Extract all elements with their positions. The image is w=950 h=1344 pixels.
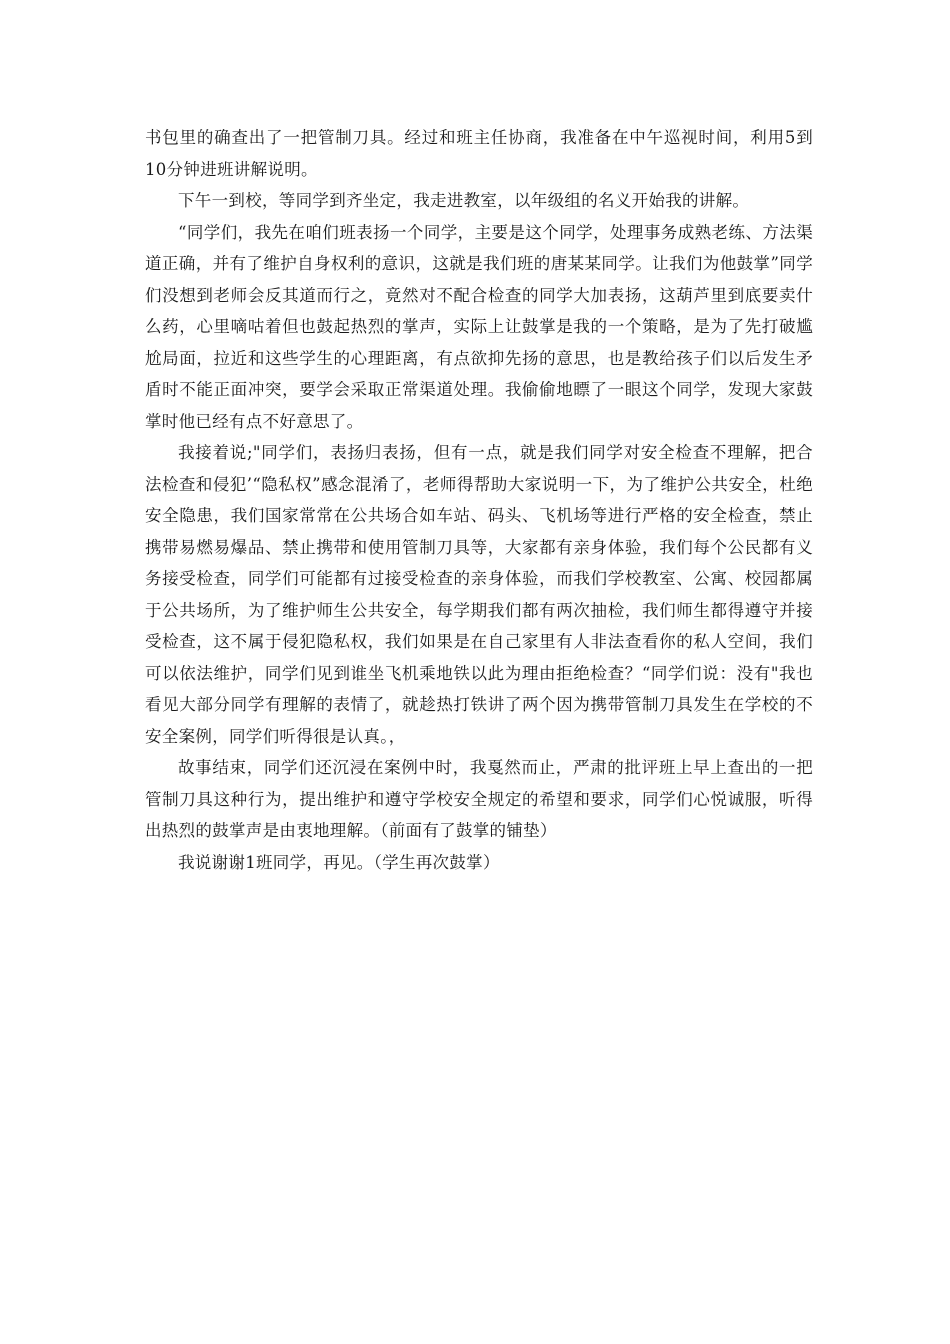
document-body <box>145 122 813 878</box>
paragraph-4: 我接着说;"同学们，表扬归表扬，但有一点，就是我们同学对安全检查不理解，把合法检查和侵犯’“隐私权”感念混淆了，老师得帮助大家说明一下，为了维护公共安全，杜绝安全隐患，我们国家常常在公共场合如车站、码头、飞机场等进行严格的安全检查，禁止携带易燃易爆品、禁止携带和使用管制刀具等，大家都有亲身体验，我们每个公民都有义务接受检查，同学们可能都有过接受检查的亲身体验，而我们学校教室、公寓、校园都属于公共场所，为了维护师生公共安全，每学期我们都有两次抽检，我们师生都得遵守并接受检查，这不属于侵犯隐私权，我们如果是在自己家里有人非法查看你的私人空间，我们可以依法维护，同学们见到谁坐飞机乘地铁以此为理由拒绝检查？“同学们说：没有"我也看见大部分同学有理解的表情了，就趁热打铁讲了两个因为携带管制刀具发生在学校的不安全案例，同学们听得很是认真。， <box>145 443 813 746</box>
paragraph-1: 书包里的确查出了一把管制刀具。经过和班主任协商，我准备在中午巡视时间，利用5到10分钟进班讲解说明。 <box>145 128 813 179</box>
paragraph-3: “同学们，我先在咱们班表扬一个同学，主要是这个同学，处理事务成熟老练、方法渠道正确，并有了维护自身权利的意识，这就是我们班的唐某某同学。让我们为他鼓掌”同学们没想到老师会反其道而行之，竟然对不配合检查的同学大加表扬，这葫芦里到底要卖什么药，心里嘀咕着但也鼓起热烈的掌声，实际上让鼓掌是我的一个策略，是为了先打破尴尬局面，拉近和这些学生的心理距离，有点欲抑先扬的意思，也是教给孩子们以后发生矛盾时不能正面冲突，要学会采取正常渠道处理。我偷偷地瞟了一眼这个同学，发现大家鼓掌时他已经有点不好意思了。 <box>145 222 813 431</box>
paragraph-2: 下午一到校，等同学到齐坐定，我走进教室，以年级组的名义开始我的讲解。 <box>178 191 750 210</box>
paragraph-6: 我说谢谢1班同学，再见。（学生再次鼓掌） <box>178 852 500 872</box>
paragraph-5: 故事结束，同学们还沉浸在案例中时，我戛然而止，严肃的批评班上早上查出的一把管制刀具这种行为，提出维护和遵守学校安全规定的希望和要求，同学们心悦诚服，听得出热烈的鼓掌声是由衷地理解。（前面有了鼓掌的铺垫） <box>145 758 813 840</box>
